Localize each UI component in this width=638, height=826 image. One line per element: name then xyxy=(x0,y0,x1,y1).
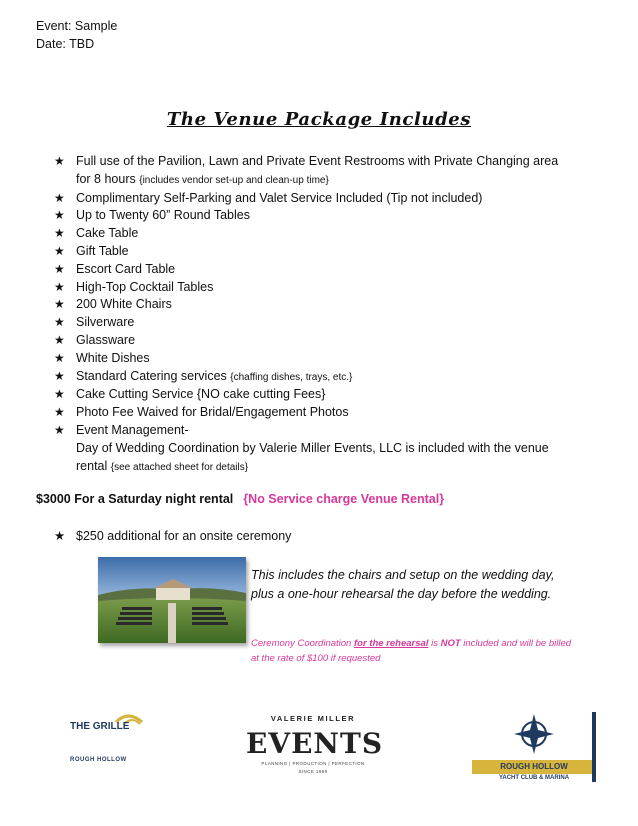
star-icon: ★ xyxy=(54,422,65,437)
logo-divider xyxy=(592,712,596,782)
list-item: ★ Photo Fee Waived for Bridal/Engagement Photos xyxy=(54,404,614,422)
grille-logo-sub: ROUGH HOLLOW xyxy=(70,757,127,763)
ceremony-note: This includes the chairs and setup on the wedding day, plus a one-hour rehearsal the day before the wedding. xyxy=(251,568,555,601)
list-item: ★ Event Management- Day of Wedding Coordination by Valerie Miller Events, LLC is included with the venue rental {see attached sheet for details} xyxy=(54,422,549,473)
star-icon: ★ xyxy=(54,297,65,312)
list-item: ★ Gift Table xyxy=(54,243,614,261)
list-item: ★ Cake Cutting Service {NO cake cutting Fees} xyxy=(54,386,614,404)
list-item: ★ Up to Twenty 60” Round Tables xyxy=(54,207,614,225)
star-icon: ★ xyxy=(54,405,65,420)
star-icon: ★ xyxy=(54,226,65,241)
star-icon: ★ xyxy=(54,332,65,347)
ceremony-item: ★ $250 additional for an onsite ceremony xyxy=(54,528,291,546)
star-icon: ★ xyxy=(54,529,66,543)
star-icon: ★ xyxy=(54,243,65,258)
page-title: The Venue Package Includes xyxy=(166,109,472,130)
price-main: $3000 For a Saturday night rental xyxy=(36,492,234,506)
event-label: Event: Sample xyxy=(36,19,118,33)
star-icon: ★ xyxy=(54,315,65,330)
list-item: ★ Glassware xyxy=(54,332,614,350)
list-item: ★ Full use of the Pavilion, Lawn and Private Event Restrooms with Private Changing area for 8 hours {includes vendor set-up and clean-up time} xyxy=(54,154,559,186)
list-item: ★ High-Top Cocktail Tables xyxy=(54,279,614,297)
compass-icon xyxy=(507,712,561,760)
list-item: ★ Cake Table xyxy=(54,225,614,243)
grille-logo xyxy=(70,712,152,770)
coordination-note: Ceremony Coordination for the rehearsal is NOT included and will be billed at the rate of $100 if requested xyxy=(251,638,572,664)
ceremony-photo xyxy=(98,557,246,643)
price-note: {No Service charge Venue Rental} xyxy=(243,492,445,506)
star-icon: ★ xyxy=(54,154,65,168)
grille-logo-text: THE GRILLE xyxy=(70,721,130,732)
star-icon: ★ xyxy=(54,368,65,383)
star-icon: ★ xyxy=(54,208,65,223)
package-list xyxy=(54,153,614,476)
venue-photo-image xyxy=(98,557,246,643)
star-icon: ★ xyxy=(54,190,65,205)
list-item: ★ 200 White Chairs xyxy=(54,296,614,314)
star-icon: ★ xyxy=(54,279,65,294)
star-icon: ★ xyxy=(54,350,65,365)
price-line xyxy=(36,491,444,509)
list-item: ★ Escort Card Table xyxy=(54,261,614,279)
event-meta xyxy=(36,18,117,54)
star-icon: ★ xyxy=(54,261,65,276)
list-item: ★ White Dishes xyxy=(54,350,614,368)
list-item: ★ Complimentary Self-Parking and Valet Service Included (Tip not included) xyxy=(54,190,614,208)
rough-hollow-logo: ROUGH HOLLOW YACHT CLUB & MARINA xyxy=(472,712,596,784)
list-item: ★ Silverware xyxy=(54,314,614,332)
star-icon: ★ xyxy=(54,387,65,402)
list-item: ★ Standard Catering services {chaffing dishes, trays, etc.} xyxy=(54,368,614,387)
valerie-miller-events-logo: VALERIE MILLER EVENTS PLANNING | PRODUCTION | PERFECTION SINCE 1999 xyxy=(246,714,384,774)
date-label: Date: TBD xyxy=(36,36,95,51)
